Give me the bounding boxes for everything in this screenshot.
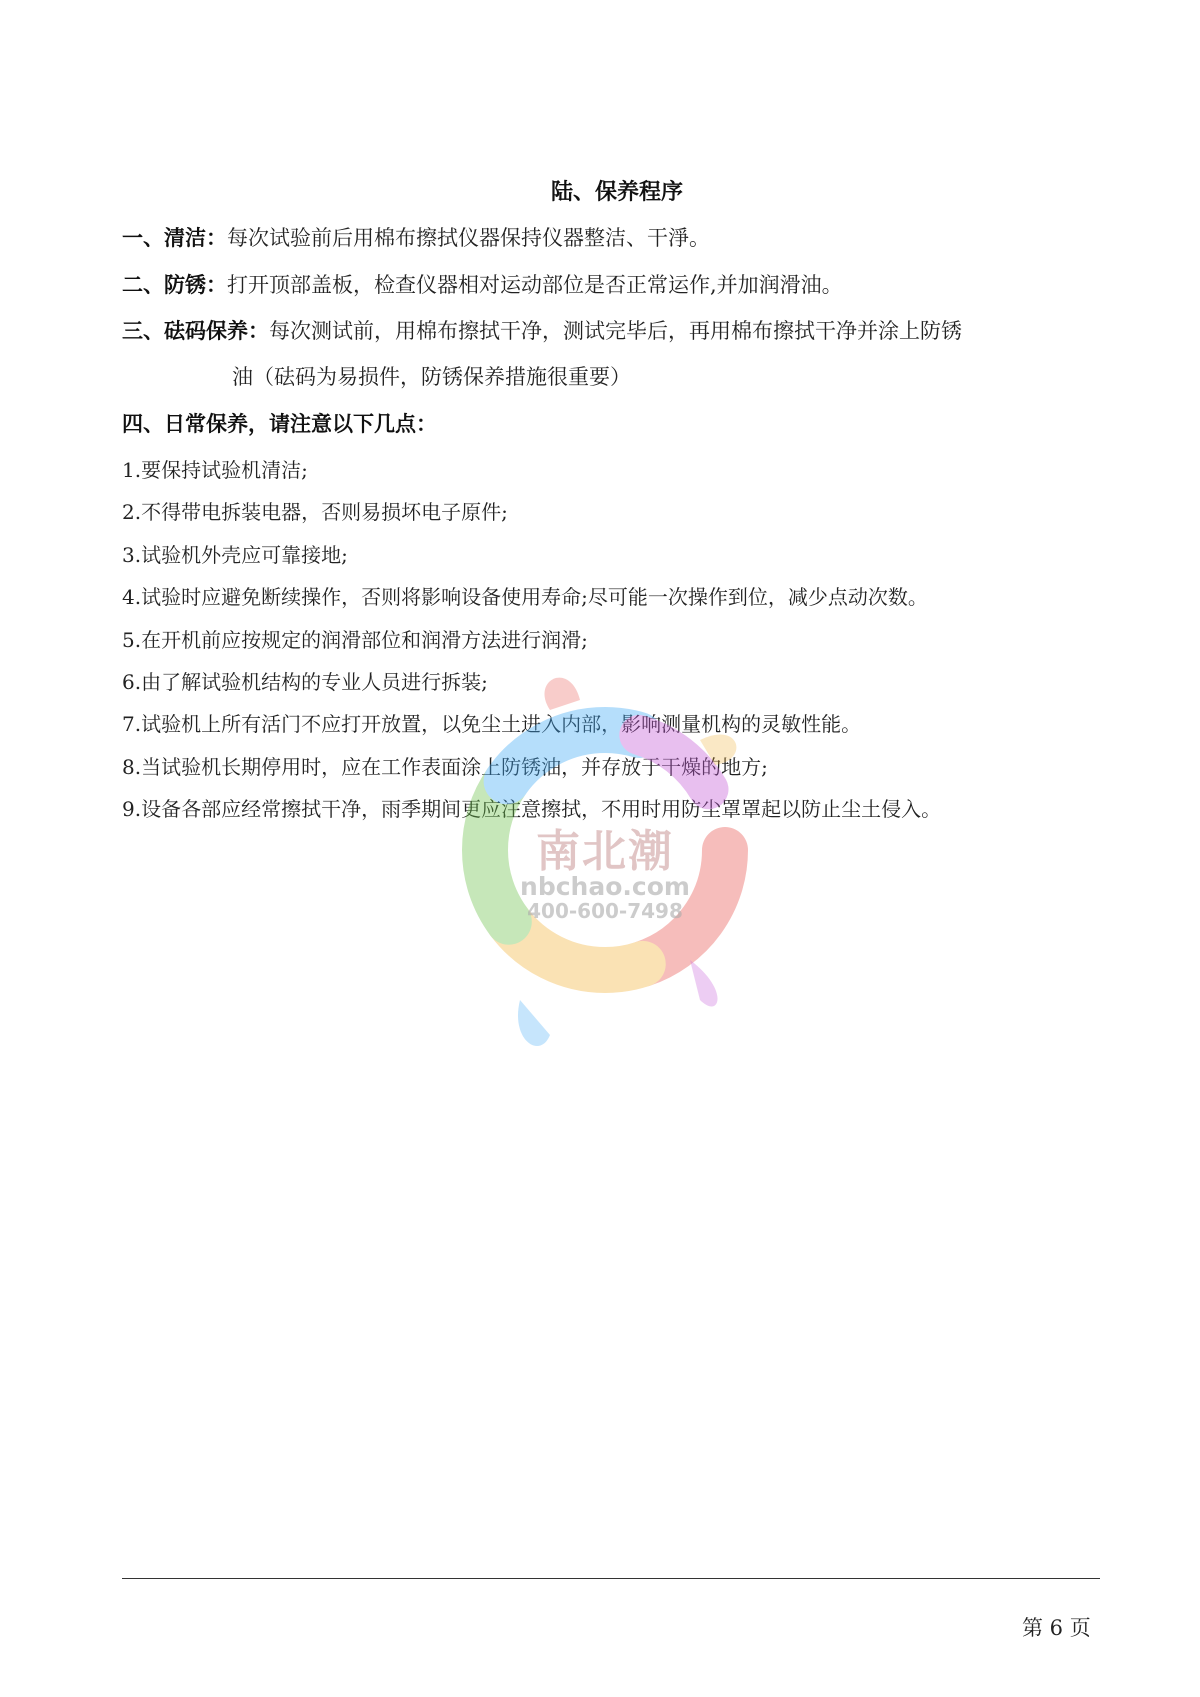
list-item: 9.设备各部应经常擦拭干净，雨季期间更应注意擦拭，不用时用防尘罩罩起以防止尘土侵入。 [122,797,942,822]
weight-maintenance-section [122,316,962,346]
daily-maintenance-heading: 四、日常保养，请注意以下几点： [122,412,437,436]
footer-divider [122,1578,1100,1579]
weight-maintenance-continuation: 油（砝码为易损件，防锈保养措施很重要） [232,365,631,389]
list-item: 2.不得带电拆装电器，否则易损坏电子原件; [122,500,508,525]
rustproof-label: 二、防锈： [122,273,227,297]
list-item: 6.由了解试验机结构的专业人员进行拆装; [122,669,488,694]
list-item: 1.要保持试验机清洁; [122,458,308,482]
watermark-site: nbchao.com [520,872,690,901]
watermark-name: 南北潮 [536,826,674,877]
list-item: 7.试验机上所有活门不应打开放置，以免尘土进入内部，影响测量机构的灵敏性能。 [122,712,862,737]
cleaning-label: 一、清洁： [122,226,227,250]
list-item: 8.当试验机长期停用时，应在工作表面涂上防锈油，并存放于干燥的地方; [122,754,768,779]
cleaning-text: 每次试验前后用棉布擦拭仪器保持仪器整洁、干淨。 [227,226,710,250]
section-title: 陆、保养程序 [550,180,683,205]
cleaning-section [122,223,710,253]
list-item: 5.在开机前应按规定的润滑部位和润滑方法进行润滑; [122,627,588,652]
rustproof-section [122,270,843,300]
weight-maintenance-text: 每次测试前，用棉布擦拭干净，测试完毕后，再用棉布擦拭干净并涂上防锈 [269,319,962,343]
list-item: 4.试验时应避免断续操作，否则将影响设备使用寿命;尽可能一次操作到位，减少点动次数。 [122,585,928,610]
weight-maintenance-label: 三、砝码保养： [122,319,269,343]
list-item: 3.试验机外壳应可靠接地; [122,542,348,567]
watermark-phone: 400-600-7498 [527,899,683,923]
page-number: 第 6 页 [1022,1616,1091,1640]
rustproof-text: 打开顶部盖板，检查仪器相对运动部位是否正常运作,并加润滑油。 [227,273,843,297]
